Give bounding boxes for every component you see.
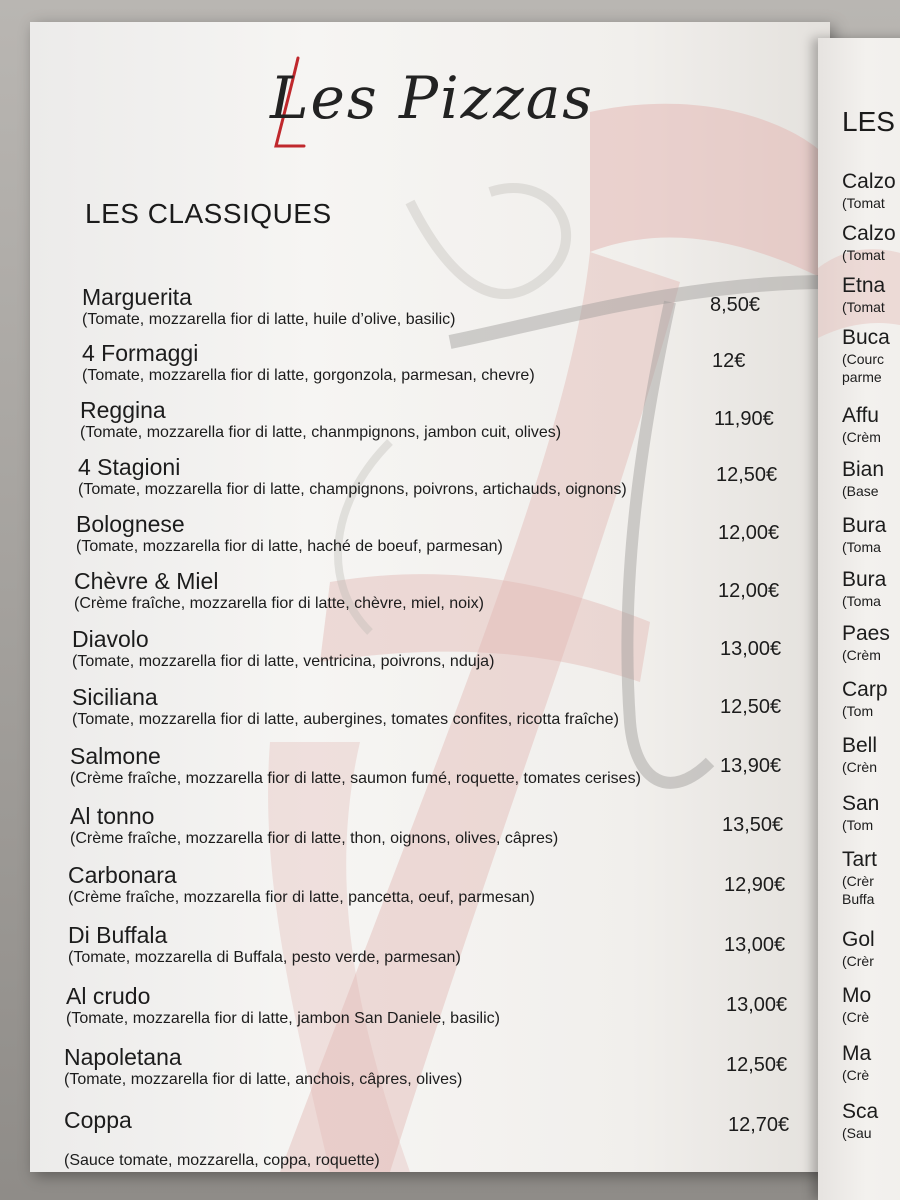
- menu-item: [64, 1107, 380, 1171]
- menu-item: [68, 922, 461, 968]
- item-name: Calzo: [842, 222, 896, 245]
- item-description: (Crèn: [842, 759, 878, 775]
- item-description: (Tomate, mozzarella fior di latte, aubergines, tomates confites, ricotta fraîche): [72, 711, 619, 728]
- item-description: (Tom: [842, 817, 874, 833]
- item-price: 12€: [712, 350, 746, 372]
- item-price: 13,50€: [722, 814, 784, 836]
- item-name: Al tonno: [70, 803, 155, 829]
- right-menu-item: [842, 734, 877, 776]
- menu-item: [82, 284, 455, 330]
- right-menu-item: [842, 928, 875, 970]
- item-price: 13,00€: [720, 638, 782, 660]
- item-description: (Crèm: [842, 647, 881, 663]
- item-description: (Crème fraîche, mozzarella fior di latte, saumon fumé, roquette, tomates cerises): [70, 770, 641, 787]
- right-section-title: LES: [842, 106, 895, 137]
- item-description: (Base: [842, 483, 879, 499]
- item-name: Mo: [842, 984, 872, 1007]
- item-name: Siciliana: [72, 684, 158, 710]
- item-name: Reggina: [80, 397, 166, 423]
- item-description: (Tomate, mozzarella fior di latte, huile d’olive, basilic): [82, 311, 456, 328]
- item-name: Al crudo: [66, 983, 151, 1009]
- page-title: Les Pizzas: [270, 64, 595, 132]
- right-menu-item: [842, 1100, 878, 1142]
- item-name: Etna: [842, 274, 886, 297]
- item-price: 8,50€: [710, 294, 761, 316]
- right-menu-item: [842, 984, 871, 1026]
- item-price: 12,50€: [716, 464, 778, 486]
- menu-item: [76, 511, 503, 557]
- item-name: Diavolo: [72, 626, 149, 652]
- right-menu-item: [842, 274, 885, 316]
- item-name: Bura: [842, 568, 887, 591]
- item-description: (Courc: [842, 351, 885, 367]
- item-name: Carp: [842, 678, 888, 701]
- right-menu-item: [842, 458, 884, 500]
- right-menu-item: [842, 222, 896, 264]
- item-description: (Tomate, mozzarella fior di latte, champignons, poivrons, artichauds, oignons): [78, 481, 627, 498]
- item-name: Affu: [842, 404, 879, 427]
- menu-item: [70, 743, 641, 789]
- item-description: (Tomate, mozzarella fior di latte, ventricina, poivrons, nduja): [72, 653, 495, 670]
- item-name: San: [842, 792, 880, 815]
- right-menu-item: [842, 170, 896, 212]
- item-price: 12,50€: [720, 696, 782, 718]
- section-title: LES CLASSIQUES: [85, 198, 332, 229]
- menu-item: [82, 340, 535, 386]
- right-menu-item: [842, 514, 886, 556]
- item-description: (Crème fraîche, mozzarella fior di latte, thon, oignons, olives, câpres): [70, 830, 559, 847]
- right-menu-item: [842, 1042, 871, 1084]
- item-description: (Crè: [842, 1009, 870, 1025]
- item-name: Bura: [842, 514, 887, 537]
- item-price: 13,00€: [724, 934, 786, 956]
- item-price: 12,50€: [726, 1054, 788, 1076]
- right-menu-item: [842, 568, 886, 610]
- menu-item: [80, 397, 561, 443]
- right-menu-item: [842, 404, 881, 446]
- item-description: (Sauce tomate, mozzarella, coppa, roquette): [64, 1152, 380, 1169]
- item-price: 12,00€: [718, 522, 780, 544]
- right-menu-item: [842, 622, 890, 664]
- item-price: 12,70€: [728, 1114, 790, 1136]
- menu-item: [78, 454, 627, 500]
- menu-item: [64, 1044, 462, 1090]
- right-menu-item: [842, 792, 879, 834]
- right-menu-item: [842, 848, 877, 908]
- item-description: (Tomate, mozzarella di Buffala, pesto verde, parmesan): [68, 949, 461, 966]
- item-description: (Sau: [842, 1125, 872, 1141]
- item-name: Bell: [842, 734, 878, 757]
- item-description: (Tomate, mozzarella fior di latte, haché de boeuf, parmesan): [76, 538, 503, 555]
- menu-item: [68, 862, 535, 908]
- item-description: (Crèr: [842, 953, 874, 969]
- item-name: Ma: [842, 1042, 872, 1065]
- item-name: Gol: [842, 928, 875, 951]
- item-description-line2: parme: [842, 369, 882, 385]
- item-description: (Crè: [842, 1067, 870, 1083]
- menu-item: [72, 626, 494, 672]
- item-description: (Crèm: [842, 429, 881, 445]
- right-menu-item: [842, 678, 888, 720]
- item-price: 13,90€: [720, 755, 782, 777]
- right-menu-item: [842, 326, 890, 386]
- item-name: Chèvre & Miel: [74, 568, 219, 594]
- item-name: Marguerita: [82, 284, 192, 310]
- item-description: (Crème fraîche, mozzarella fior di latte, chèvre, miel, noix): [74, 595, 484, 612]
- item-name: Calzo: [842, 170, 896, 193]
- menu-page-left: [30, 22, 830, 1172]
- item-price: 13,00€: [726, 994, 788, 1016]
- item-description: (Crème fraîche, mozzarella fior di latte, pancetta, oeuf, parmesan): [68, 889, 535, 906]
- item-description: (Toma: [842, 593, 881, 609]
- item-name: Coppa: [64, 1107, 132, 1133]
- menu-item: [70, 803, 558, 849]
- item-name: Paes: [842, 622, 890, 645]
- item-description: (Toma: [842, 539, 881, 555]
- menu-item: [66, 983, 500, 1029]
- menu-item: [72, 684, 619, 730]
- item-description: (Crèr: [842, 873, 874, 889]
- item-name: 4 Formaggi: [82, 340, 199, 366]
- item-name: Sca: [842, 1100, 879, 1123]
- menu-item: [74, 568, 484, 614]
- item-name: Bian: [842, 458, 885, 481]
- item-name: Salmone: [70, 743, 161, 769]
- item-description: (Tomat: [842, 299, 885, 315]
- item-price: 12,00€: [718, 580, 780, 602]
- item-description: (Tomate, mozzarella fior di latte, jambon San Daniele, basilic): [66, 1010, 500, 1027]
- menu-page-right: [818, 38, 900, 1200]
- item-name: 4 Stagioni: [78, 454, 181, 480]
- item-name: Di Buffala: [68, 922, 168, 948]
- item-description: (Tomate, mozzarella fior di latte, anchois, câpres, olives): [64, 1071, 463, 1088]
- item-price: 11,90€: [714, 408, 774, 430]
- item-description: (Tomat: [842, 195, 885, 211]
- item-description: (Tomate, mozzarella fior di latte, chanmpignons, jambon cuit, olives): [80, 424, 562, 441]
- item-name: Tart: [842, 848, 878, 871]
- item-description: (Tomate, mozzarella fior di latte, gorgonzola, parmesan, chevre): [82, 367, 535, 384]
- item-name: Buca: [842, 326, 890, 349]
- item-name: Napoletana: [64, 1044, 182, 1070]
- item-name: Bolognese: [76, 511, 185, 537]
- item-price: 12,90€: [724, 874, 786, 896]
- item-description-line2: Buffa: [842, 891, 875, 907]
- item-description: (Tom: [842, 703, 874, 719]
- item-description: (Tomat: [842, 247, 885, 263]
- item-name: Carbonara: [68, 862, 177, 888]
